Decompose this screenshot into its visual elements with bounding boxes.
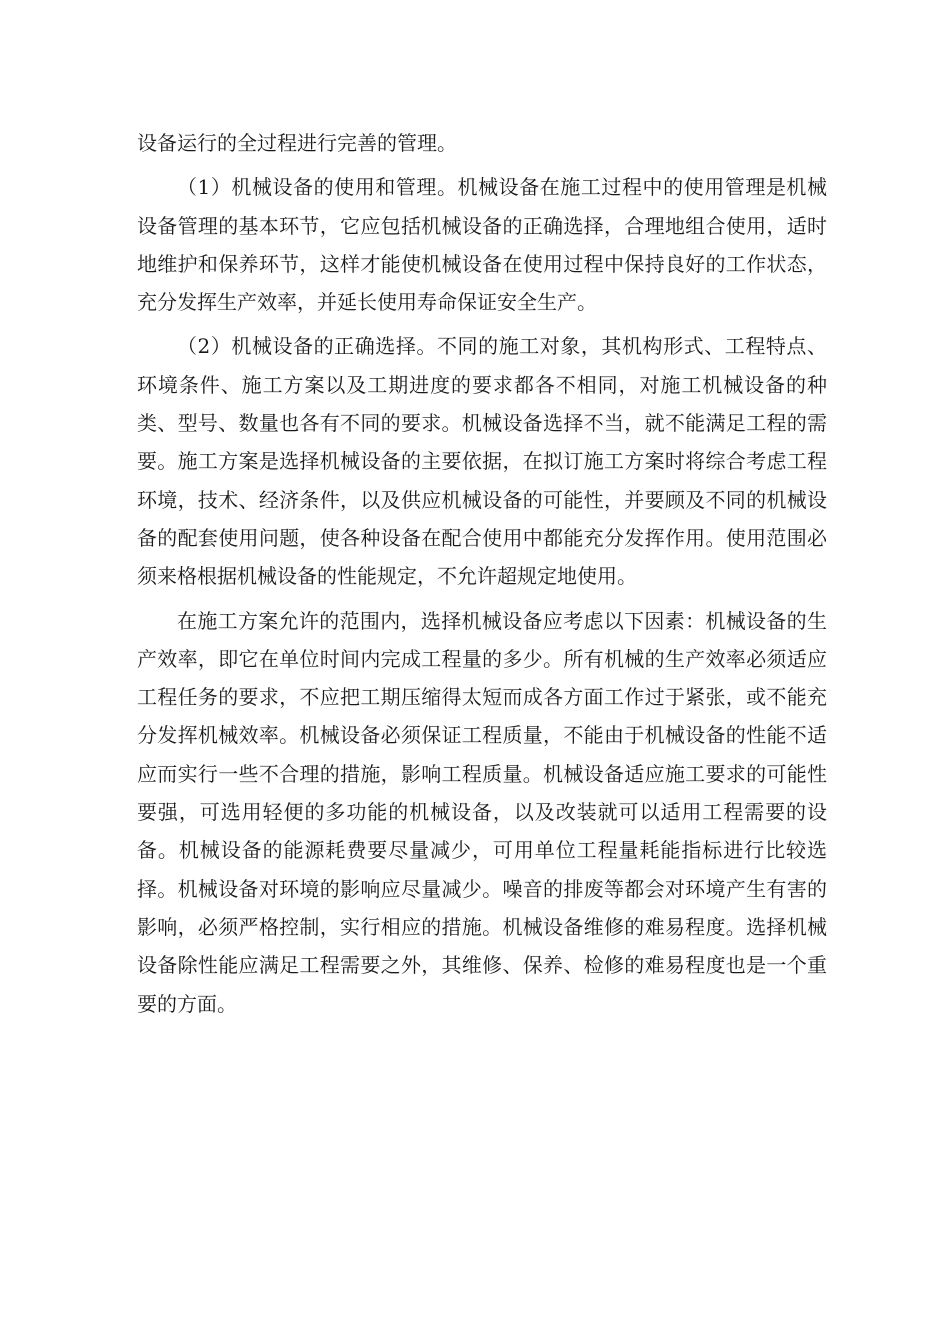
paragraph-continuation: 设备运行的全过程进行完善的管理。 <box>137 131 457 155</box>
paragraph-equipment-use-management: （1）机械设备的使用和管理。机械设备在施工过程中的使用管理是机械设备管理的基本环节，它应包括机械设备的正确选择，合理地组合使用，适时地维护和保养环节，这样才能使机械设备在使用过程中保持良好的工作状态，充分发挥生产效率，并延长使用寿命保证安全生产。 <box>137 175 827 315</box>
paragraph-selection-factors: 在施工方案允许的范围内，选择机械设备应考虑以下因素：机械设备的生产效率，即它在单位时间内完成工程量的多少。所有机械的生产效率必须适应工程任务的要求，不应把工期压缩得太短而成各方面工作过于紧张，或不能充分发挥机械效率。机械设备必须保证工程质量，不能由于机械设备的性能不适应而实行一些不合理的措施，影响工程质量。机械设备适应施工要求的可能性要强，可选用轻便的多功能的机械设备，以及改装就可以适用工程需要的设备。机械设备的能源耗费要尽量减少，可用单位工程量耗能指标进行比较选择。机械设备对环境的影响应尽量减少。噪音的排废等都会对环境产生有害的影响，必须严格控制，实行相应的措施。机械设备维修的难易程度。选择机械设备除性能应满足工程需要之外，其维修、保养、检修的难易程度也是一个重要的方面。 <box>137 608 827 1016</box>
document-body <box>137 124 827 1029</box>
paragraph-equipment-selection: （2）机械设备的正确选择。不同的施工对象，其机构形式、工程特点、环境条件、施工方案以及工期进度的要求都各不相同，对施工机械设备的种类、型号、数量也各有不同的要求。机械设备选择不当，就不能满足工程的需要。施工方案是选择机械设备的主要依据，在拟订施工方案时将综合考虑工程环境，技术、经济条件，以及供应机械设备的可能性，并要顾及不同的机械设备的配套使用问题，使各种设备在配合使用中都能充分发挥作用。使用范围必须来格根据机械设备的性能规定，不允许超规定地使用。 <box>137 334 827 589</box>
